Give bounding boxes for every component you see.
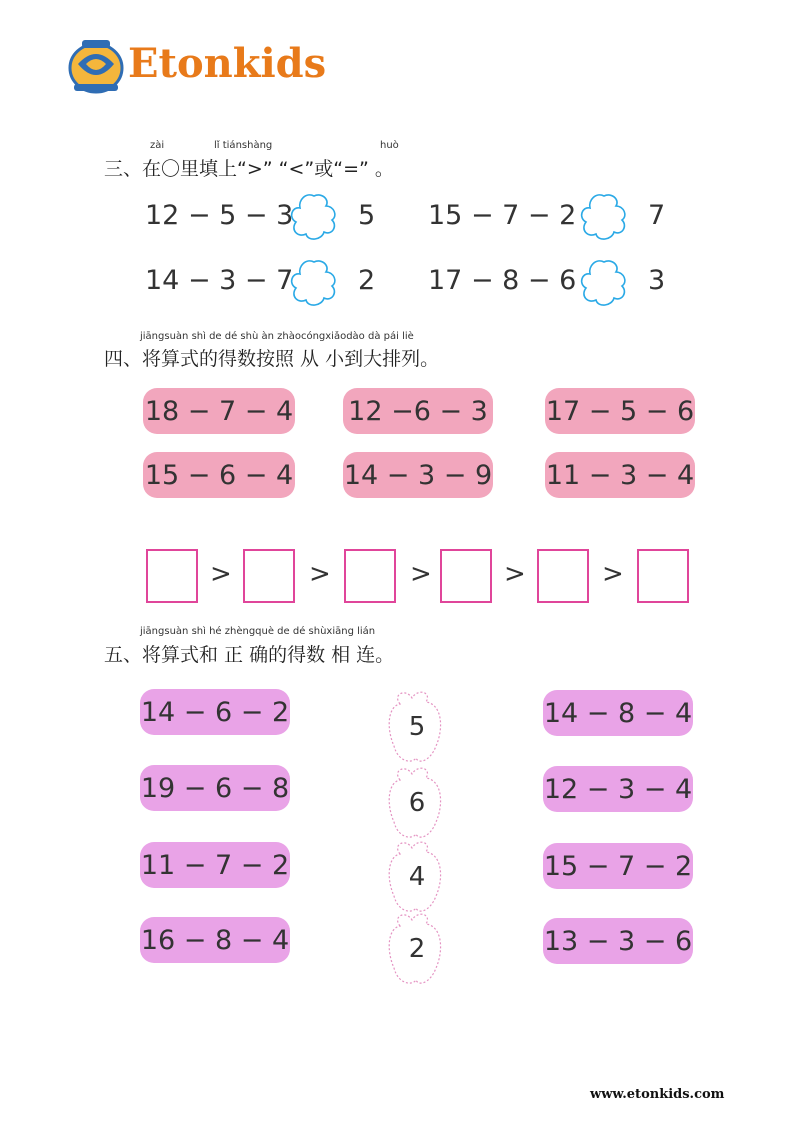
answer-box[interactable] [146, 549, 198, 603]
right-expression-card[interactable]: 14 − 8 − 4 [543, 690, 693, 736]
footer-url[interactable]: www.etonkids.com [590, 1087, 725, 1102]
flower-outline-icon[interactable] [576, 256, 632, 312]
flower-outline-icon[interactable] [286, 190, 342, 246]
answer-apple[interactable] [382, 688, 452, 770]
pinyin-huo: huò [380, 140, 399, 151]
left-expression-card[interactable]: 16 − 8 − 4 [140, 917, 290, 963]
answer-box[interactable] [537, 549, 589, 603]
compare-right-value: 3 [648, 265, 666, 296]
answer-number: 2 [408, 934, 426, 964]
expression-card[interactable]: 15 − 6 − 4 [143, 452, 295, 498]
compare-right-value: 7 [648, 200, 666, 231]
compare-left-expr: 12 − 5 − 3 [145, 200, 294, 231]
compare-right-value: 5 [358, 200, 376, 231]
answer-box[interactable] [344, 549, 396, 603]
expression-card[interactable]: 17 − 5 − 6 [545, 388, 695, 434]
answer-number: 5 [408, 712, 426, 742]
flower-outline-icon[interactable] [576, 190, 632, 246]
answer-box[interactable] [243, 549, 295, 603]
section4-pinyin: jiāngsuàn shì de dé shù àn zhàocóngxiǎodào dà pái liè [140, 331, 414, 342]
left-expression-card[interactable]: 14 − 6 − 2 [140, 689, 290, 735]
right-expression-card[interactable]: 12 − 3 − 4 [543, 766, 693, 812]
section4-heading: 四、将算式的得数按照 从 小到大排列。 [104, 348, 440, 370]
greater-than-sign: > [602, 559, 624, 589]
answer-box[interactable] [637, 549, 689, 603]
compare-left-expr: 15 − 7 − 2 [428, 200, 577, 231]
left-expression-card[interactable]: 11 − 7 − 2 [140, 842, 290, 888]
greater-than-sign: > [309, 559, 331, 589]
etonkids-logo [68, 36, 327, 100]
section3-heading: 三、在〇里填上“>” “<”或“=” 。 [104, 158, 394, 180]
brand-name: Etonkids [128, 40, 327, 87]
crest-icon [68, 36, 124, 96]
answer-apple[interactable] [382, 764, 452, 846]
expression-card[interactable]: 11 − 3 − 4 [545, 452, 695, 498]
expression-card[interactable]: 14 − 3 − 9 [343, 452, 493, 498]
section5-heading: 五、将算式和 正 确的得数 相 连。 [104, 644, 395, 666]
left-expression-card[interactable]: 19 − 6 − 8 [140, 765, 290, 811]
compare-left-expr: 17 − 8 − 6 [428, 265, 577, 296]
right-expression-card[interactable]: 13 − 3 − 6 [543, 918, 693, 964]
compare-left-expr: 14 − 3 − 7 [145, 265, 294, 296]
answer-box[interactable] [440, 549, 492, 603]
compare-right-value: 2 [358, 265, 376, 296]
answer-number: 6 [408, 788, 426, 818]
answer-apple[interactable] [382, 910, 452, 992]
greater-than-sign: > [210, 559, 232, 589]
greater-than-sign: > [410, 559, 432, 589]
answer-number: 4 [408, 862, 426, 892]
answer-apple[interactable] [382, 838, 452, 920]
flower-outline-icon[interactable] [286, 256, 342, 312]
greater-than-sign: > [504, 559, 526, 589]
pinyin-zai: zài [150, 140, 165, 151]
expression-card[interactable]: 12 −6 − 3 [343, 388, 493, 434]
right-expression-card[interactable]: 15 − 7 − 2 [543, 843, 693, 889]
section5-pinyin: jiāngsuàn shì hé zhèngquè de dé shùxiāng lián [140, 626, 376, 637]
expression-card[interactable]: 18 − 7 − 4 [143, 388, 295, 434]
pinyin-li-tianshang: lǐ tiánshàng [214, 140, 273, 151]
